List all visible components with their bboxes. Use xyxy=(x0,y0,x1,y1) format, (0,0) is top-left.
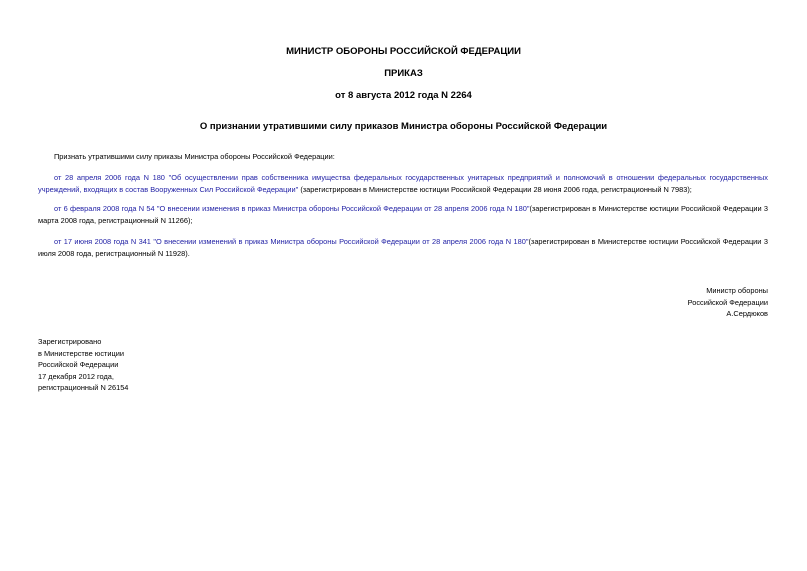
signature-block xyxy=(568,285,768,320)
intro-paragraph: Признать утратившими силу приказы Министра обороны Российской Федерации: xyxy=(54,152,335,161)
signature-organization: Российской Федерации xyxy=(687,297,768,307)
registration-line-4: 17 декабря 2012 года, xyxy=(38,371,114,381)
document-type: ПРИКАЗ xyxy=(384,68,423,79)
order-item-3-registration: (зарегистрирован в Министерстве юстиции Российской Федерации 3 июля 2008 года, регистрационный N 11928). xyxy=(38,237,768,258)
order-link-3[interactable]: от 17 июня 2008 года N 341 "О внесении изменений в приказ Министра обороны Российской Федерации от 28 апреля 2006 года N 180" xyxy=(54,237,529,246)
order-item-1 xyxy=(38,172,768,195)
registration-line-3: Российской Федерации xyxy=(38,360,119,369)
order-item-2-registration: (зарегистрирован в Министерстве юстиции Российской Федерации 3 марта 2008 года, регистрационный N 11266); xyxy=(38,204,768,225)
order-item-1-registration: (зарегистрирован в Министерстве юстиции Российской Федерации 28 июня 2006 года, регистрационный N 7983); xyxy=(298,184,692,194)
signature-name: А.Сердюков xyxy=(726,309,768,318)
order-item-3 xyxy=(38,236,768,259)
document-title: О признании утратившими силу приказов Министра обороны Российской Федерации xyxy=(199,121,608,132)
order-link-2[interactable]: от 6 февраля 2008 года N 54 "О внесении изменения в приказ Министра обороны Российской Федерации от 28 апреля 2006 года N 180" xyxy=(54,204,530,213)
registration-line-2: в Министерстве юстиции xyxy=(38,348,125,358)
signature-position: Министр обороны xyxy=(706,286,768,295)
registration-block xyxy=(38,336,238,394)
registration-line-1: Зарегистрировано xyxy=(38,337,102,346)
ministry-heading: МИНИСТР ОБОРОНЫ РОССИЙСКОЙ ФЕДЕРАЦИИ xyxy=(286,46,521,57)
registration-line-5: регистрационный N 26154 xyxy=(38,383,129,392)
order-item-2 xyxy=(38,203,768,226)
document-date-number: от 8 августа 2012 года N 2264 xyxy=(335,90,472,101)
order-link-1[interactable]: от 28 апреля 2006 года N 180 "Об осуществлении прав собственника имущества федеральных государственных унитарных предприятий и полномочий в отношении федеральных государственных учреждений, входящих в состав Вооруженных Сил Российской Федерации" xyxy=(38,173,768,194)
